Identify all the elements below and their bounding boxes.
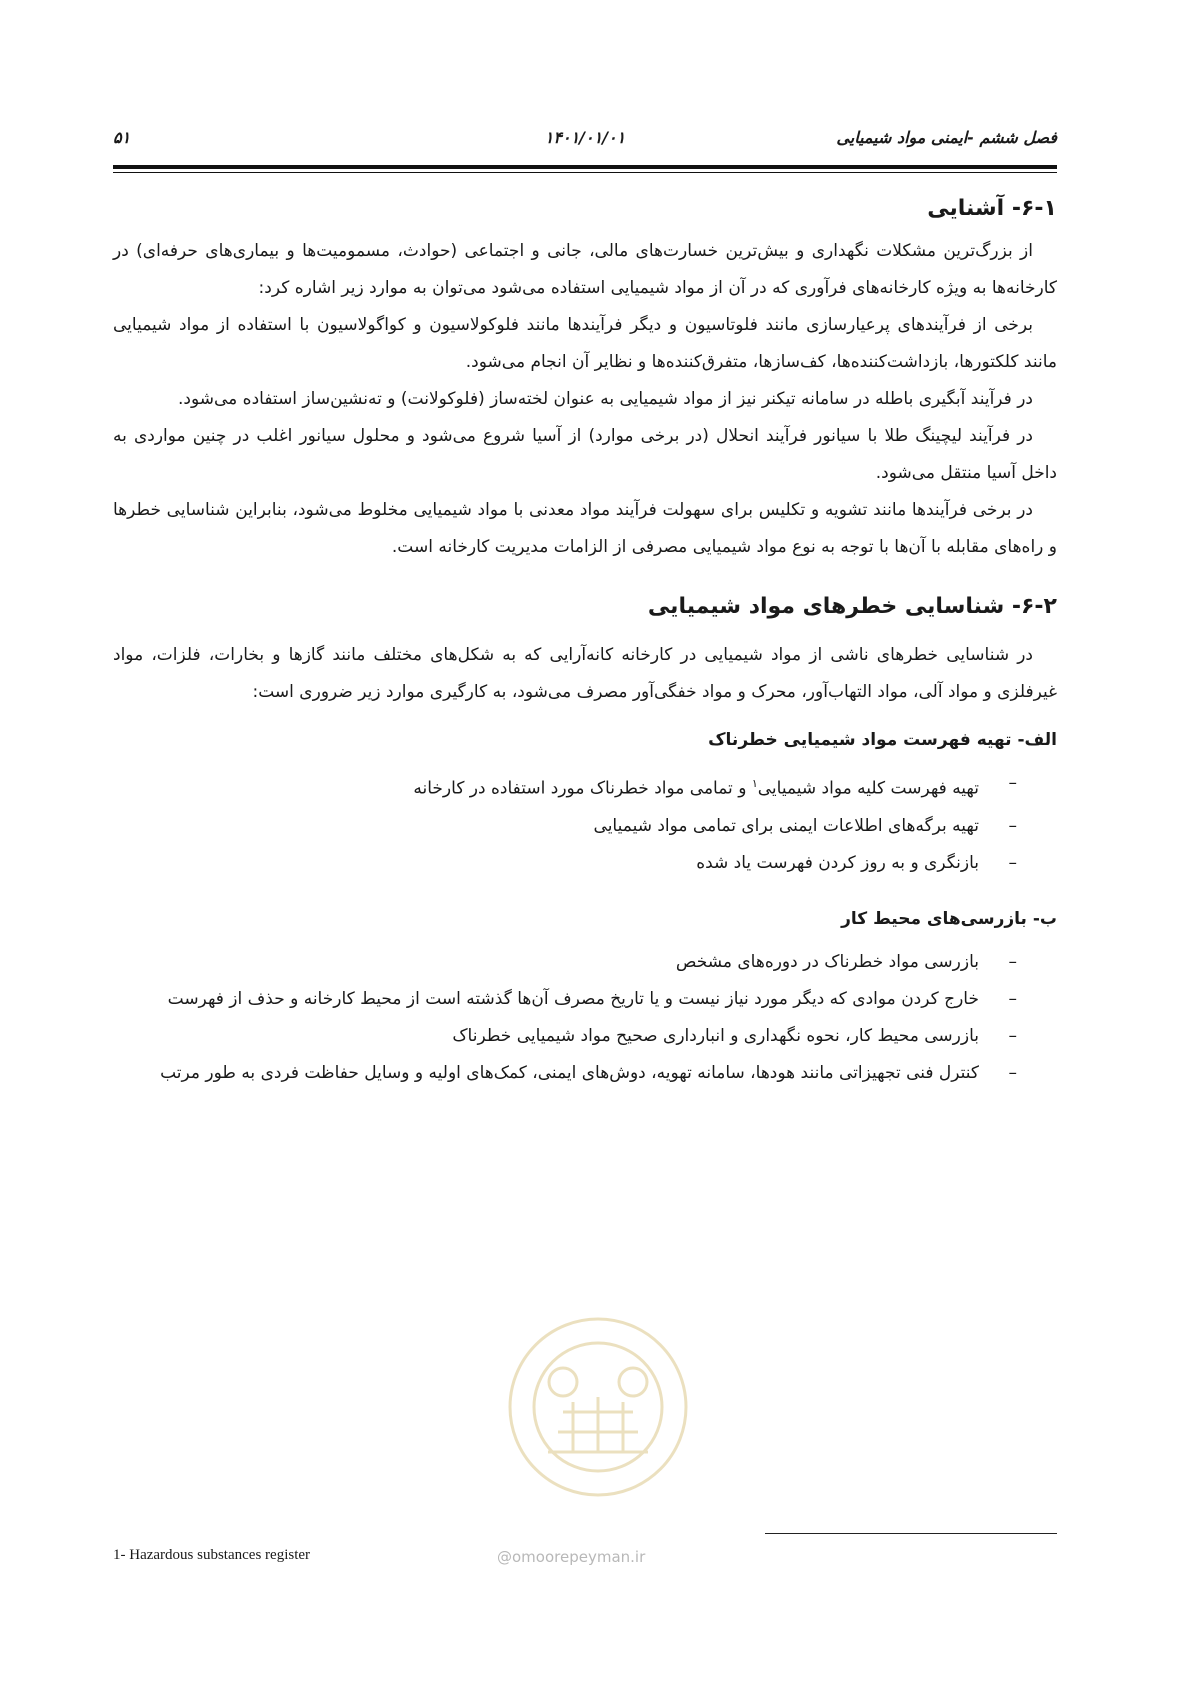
subheading-a: الف- تهیه فهرست مواد شیمیایی خطرناک <box>708 730 1057 750</box>
list-b <box>113 944 1057 1092</box>
header-rule-thin <box>113 172 1057 173</box>
dash-bullet: – <box>1008 1025 1017 1046</box>
paragraph: در شناسایی خطرهای ناشی از مواد شیمیایی در کارخانه کانه‌آرایی که به شکل‌های مختلف مانند گازها و بخارات، فلزات، مواد غیرفلزی و مواد آلی، مواد التهاب‌آور، محرک و مواد خفگی‌آور مصرف می‌شود، به کارگیری موارد زیر ضروری است: <box>113 645 1057 702</box>
list-item-text: و تمامی مواد خطرناک مورد استفاده در کارخانه <box>413 778 752 799</box>
list-item <box>113 1018 1057 1055</box>
paragraph: در برخی فرآیندها مانند تشویه و تکلیس برای سهولت فرآیند مواد معدنی با مواد شیمیایی مخلوط می‌شود، بنابراین شناسایی خطرها و راه‌های مقابله با آن‌ها با توجه به نوع مواد شیمیایی مصرفی از الزامات مدیریت کارخانه است. <box>113 500 1057 557</box>
header-date: ۱۴۰۱/۰۱/۰۱ <box>544 128 626 147</box>
list-a <box>113 765 1057 882</box>
list-item-text: خارج کردن موادی که دیگر مورد نیاز نیست و یا تاریخ مصرف آن‌ها گذشته است از محیط کارخانه و حذف از فهرست <box>167 988 979 1009</box>
dash-bullet: – <box>1008 815 1017 836</box>
list-item <box>113 845 1057 882</box>
page-body <box>113 190 1057 1092</box>
list-item-text: بازرسی مواد خطرناک در دوره‌های مشخص <box>675 951 979 972</box>
dash-bullet: – <box>1008 773 1017 793</box>
dash-bullet: – <box>1008 852 1017 873</box>
list-item-text: تهیه برگه‌های اطلاعات ایمنی برای تمامی مواد شیمیایی <box>593 815 979 836</box>
page-number: ۵۱ <box>113 128 131 147</box>
list-item-text: بازنگری و به روز کردن فهرست یاد شده <box>696 852 979 873</box>
dash-bullet: – <box>1008 988 1017 1009</box>
chapter-title: فصل ششم -ایمنی مواد شیمیایی <box>836 128 1057 147</box>
paragraph: برخی از فرآیندهای پرعیارسازی مانند فلوتاسیون و دیگر فرآیندها مانند فلوکولاسیون و کواگولاسیون با استفاده از مواد شیمیایی مانند کلکتورها، بازداشت‌کننده‌ها، کف‌سازها، متفرق‌کننده‌ها و نظایر آن انجام می‌شود. <box>113 315 1057 372</box>
list-item <box>113 1055 1057 1092</box>
paragraph: از بزرگ‌ترین مشکلات نگهداری و بیش‌ترین خسارت‌های مالی، جانی و اجتماعی (حوادث، مسمومیت‌ها و بیماری‌های حرفه‌ای) در کارخانه‌ها به ویژه کارخانه‌های فرآوری که در آن از مواد شیمیایی استفاده می‌شود می‌توان به موارد زیر اشاره کرد: <box>113 241 1057 298</box>
list-item <box>113 944 1057 981</box>
list-item <box>113 765 1057 808</box>
watermark-url: @omoorepeyman.ir <box>497 1548 646 1566</box>
list-item-text: تهیه فهرست کلیه مواد شیمیایی <box>757 778 979 799</box>
dash-bullet: – <box>1008 951 1017 972</box>
list-item <box>113 981 1057 1018</box>
subheading-b: ب- بازرسی‌های محیط کار <box>841 908 1057 929</box>
paragraph: در فرآیند آبگیری باطله در سامانه تیکنر نیز از مواد شیمیایی به عنوان لخته‌ساز (فلوکولانت) و ته‌نشین‌ساز استفاده می‌شود. <box>178 389 1033 409</box>
footnote: 1- Hazardous substances register <box>113 1547 311 1563</box>
footnote-ref[interactable]: ۱ <box>751 777 758 790</box>
dash-bullet: – <box>1008 1062 1017 1083</box>
section-heading-1: ۶-۱- آشنایی <box>927 196 1057 221</box>
page-header <box>113 128 1057 154</box>
list-item <box>113 808 1057 845</box>
paragraph: در فرآیند لیچینگ طلا با سیانور فرآیند انحلال (در برخی موارد) از آسیا شروع می‌شود و محلول سیانور اغلب در چنین مواردی به داخل آسیا منتقل می‌شود. <box>113 426 1057 483</box>
footnote-rule <box>765 1533 1057 1534</box>
list-item-text: بازرسی محیط کار، نحوه نگهداری و انبارداری صحیح مواد شیمیایی خطرناک <box>452 1025 979 1046</box>
list-item-text: کنترل فنی تجهیزاتی مانند هودها، سامانه تهویه، دوش‌های ایمنی، کمک‌های اولیه و وسایل حفاظت فردی به طور مرتب <box>160 1062 979 1083</box>
watermark-seal <box>493 1302 703 1512</box>
header-rule-thick <box>113 165 1057 169</box>
section-heading-2: ۶-۲- شناسایی خطرهای مواد شیمیایی <box>647 594 1057 619</box>
